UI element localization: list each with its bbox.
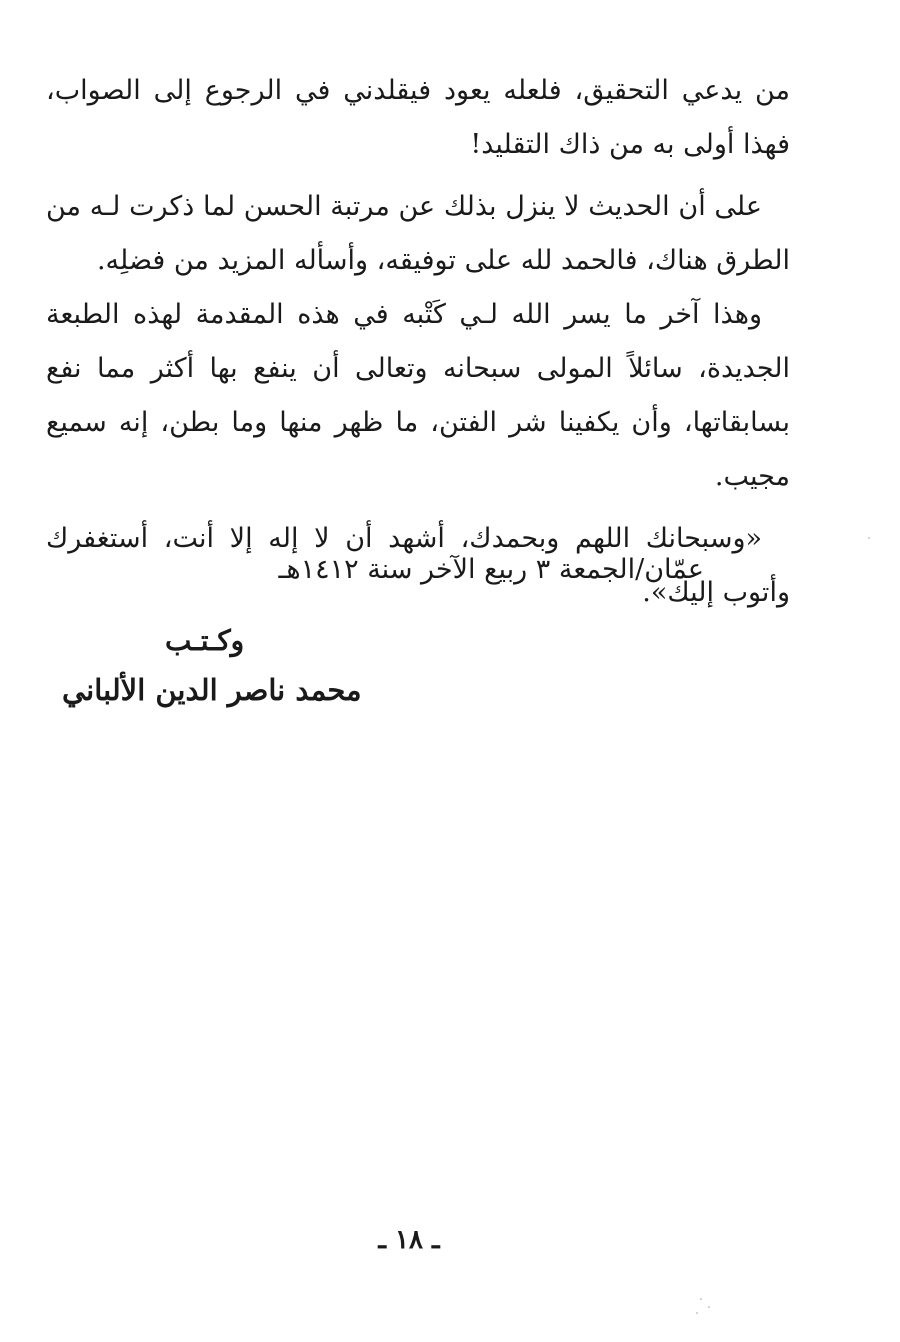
scan-speck [868, 537, 870, 539]
body-text [46, 64, 790, 620]
page-number: ـ ١٨ ـ [378, 1225, 440, 1255]
paragraph-1: من يدعي التحقيق، فلعله يعود فيقلدني في الرجوع إلى الصواب، فهذا أولى به من ذاك التقليد! [46, 75, 790, 160]
paragraph-3: وهذا آخر ما يسر الله لـي كَتْبه في هذه المقدمة لهذه الطبعة الجديدة، سائلاً المولى سبحانه وتعالى أن ينفع بها أكثر مما نفع بسابقاتها، وأن يكفينا شر الفتن، ما ظهر منها وما بطن، إنه سميع مجيب. [46, 299, 790, 492]
paragraph-2: على أن الحديث لا ينزل بذلك عن مرتبة الحسن لما ذكرت لـه من الطرق هناك، فالحمد لله على توفيقه، وأسأله المزيد من فضلِه. [46, 191, 790, 276]
scan-speck [700, 1298, 702, 1300]
scan-speck [696, 1312, 698, 1314]
paragraph-4: «وسبحانك اللهم وبحمدك، أشهد أن لا إله إلا أنت، أستغفرك وأتوب إليك». [46, 523, 790, 608]
signoff: وكـتـب [165, 624, 245, 657]
author-signature: محمد ناصر الدين الألباني [62, 673, 362, 707]
scan-speck [708, 1306, 710, 1308]
dateline: عمّان/الجمعة ٣ ربيع الآخر سنة ١٤١٢هـ [278, 554, 704, 585]
